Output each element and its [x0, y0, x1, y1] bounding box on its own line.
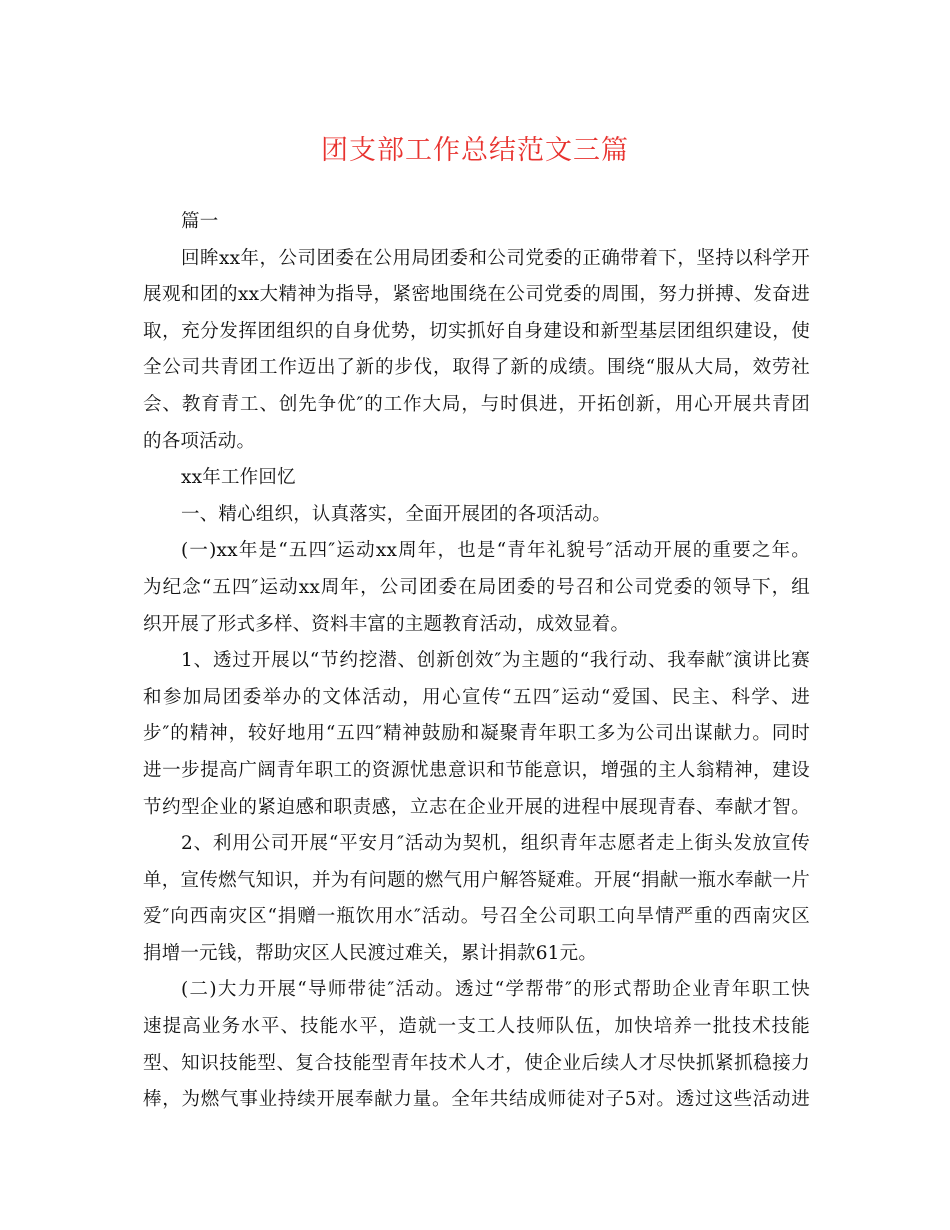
document-title: 团支部工作总结范文三篇 — [321, 135, 629, 166]
text-line: 型、知识技能型、复合技能型青年技术人才，使企业后续人才尽快抓紧抓稳接力 — [143, 1052, 810, 1074]
text-line: 全公司共青团工作迈出了新的步伐，取得了新的成绩。围绕“服从大局，效劳社 — [143, 357, 810, 379]
text-line: 棒，为燃气事业持续开展奉献力量。全年共结成师徒对子5对。透过这些活动进 — [143, 1089, 810, 1111]
text-line: 一、精心组织，认真落实，全面开展团的各项活动。 — [181, 503, 612, 525]
text-line: 展观和团的xx大精神为指导，紧密地围绕在公司党委的周围，努力拼搏、发奋进 — [143, 284, 810, 306]
text-line: 为纪念“五四″运动xx周年，公司团委在局团委的号召和公司党委的领导下，组 — [143, 576, 810, 598]
text-line: (二)大力开展“导师带徒″活动。透过“学帮带″的形式帮助企业青年职工快 — [181, 979, 810, 1001]
text-line: 爱″向西南灾区“捐赠一瓶饮用水″活动。号召全公司职工向旱情严重的西南灾区 — [143, 906, 810, 928]
text-line: 会、教育青工、创先争优″的工作大局，与时俱进，开拓创新，用心开展共青团 — [143, 393, 810, 415]
text-line: 的各项活动。 — [143, 430, 256, 452]
text-line: 2、利用公司开展“平安月″活动为契机，组织青年志愿者走上街头发放宣传 — [181, 833, 810, 855]
text-line: 节约型企业的紧迫感和职责感，立志在企业开展的进程中展现青春、奉献才智。 — [143, 796, 810, 818]
text-line: 进一步提高广阔青年职工的资源忧患意识和节能意识，增强的主人翁精神，建设 — [143, 759, 810, 781]
text-line: 速提高业务水平、技能水平，造就一支工人技师队伍，加快培养一批技术技能 — [143, 1016, 810, 1038]
text-line: xx年工作回忆 — [181, 467, 296, 489]
text-line: 取，充分发挥团组织的自身优势，切实抓好自身建设和新型基层团组织建设，使 — [143, 320, 810, 342]
text-line: 织开展了形式多样、资料丰富的主题教育活动，成效显着。 — [143, 613, 630, 635]
text-line: (一)xx年是“五四″运动xx周年，也是“青年礼貌号″活动开展的重要之年。 — [181, 540, 810, 562]
text-line: 捐增一元钱，帮助灾区人民渡过难关，累计捐款61元。 — [143, 942, 598, 964]
text-line: 单，宣传燃气知识，并为有问题的燃气用户解答疑难。开展“捐献一瓶水奉献一片 — [143, 869, 810, 891]
text-line: 篇一 — [181, 211, 219, 232]
text-line: 1、透过开展以“节约挖潜、创新创效″为主题的“我行动、我奉献″演讲比赛 — [181, 650, 810, 672]
document-body — [143, 204, 810, 1119]
text-line: 步″的精神，较好地用“五四″精神鼓励和凝聚青年职工多为公司出谋献力。同时 — [143, 723, 810, 745]
text-line: 回眸xx年，公司团委在公用局团委和公司党委的正确带着下，坚持以科学开 — [181, 247, 810, 269]
text-line: 和参加局团委举办的文体活动，用心宣传“五四″运动“爱国、民主、科学、进 — [143, 686, 810, 708]
